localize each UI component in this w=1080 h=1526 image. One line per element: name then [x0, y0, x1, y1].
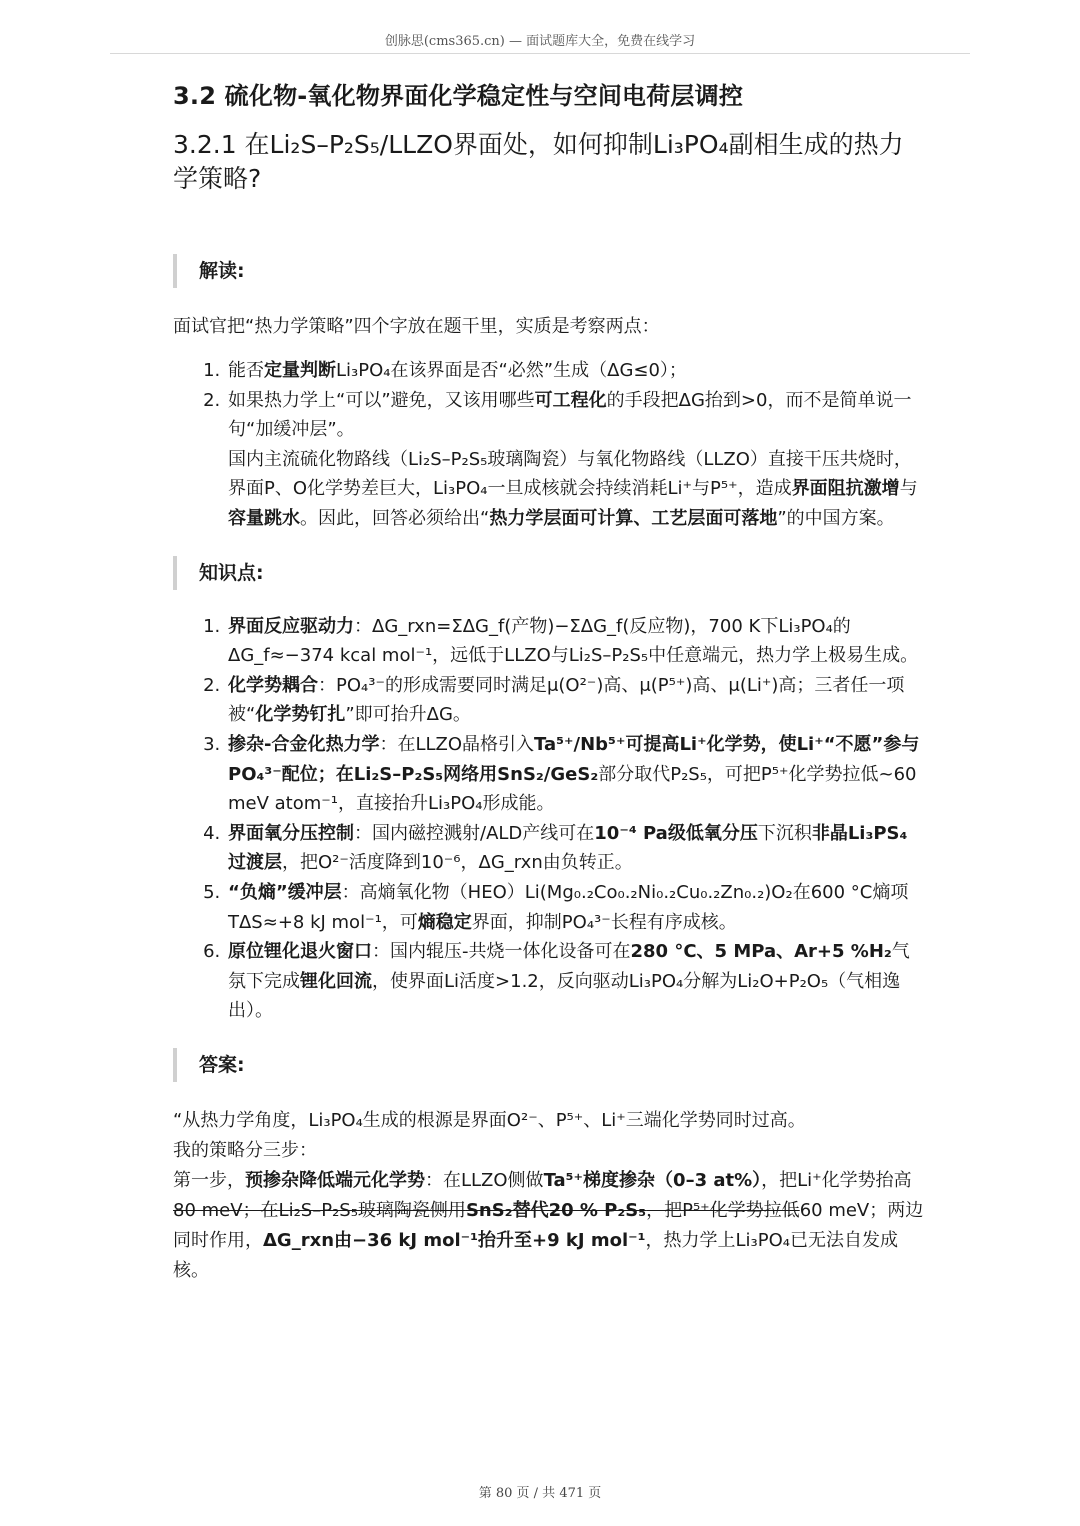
strikethrough-text: 80 meV；在Li₂S–P₂S₅玻璃陶瓷侧用SnS₂替代20 % P₂S₅，把P⁵⁺化学势拉低 — [173, 1199, 800, 1221]
knowledge-list — [173, 612, 925, 1026]
answer-line-1: “从热力学角度，Li₃PO₄生成的根源是界面O²⁻、P⁵⁺、Li⁺三端化学势同时过高。 — [173, 1109, 806, 1131]
interpret-list — [173, 356, 925, 534]
question-title: 3.2.1 在Li₂S–P₂S₅/LLZO界面处，如何抑制Li₃PO₄副相生成的热力学策略? — [173, 130, 904, 193]
section-title: 3.2 硫化物-氧化物界面化学稳定性与空间电荷层调控 — [173, 82, 744, 110]
interpret-heading: 解读: — [173, 254, 925, 288]
list-item: 3. 掺杂-合金化热力学：在LLZO晶格引入Ta⁵⁺/Nb⁵⁺可提高Li⁺化学势，使Li⁺“不愿”参与PO₄³⁻配位；在Li₂S–P₂S₅网络用SnS₂/GeS₂部分取代P₂S₅，可把P⁵⁺化学势拉低~60 meV atom⁻¹，直接抬升Li₃PO₄形成能。 — [226, 730, 925, 819]
page-header: 创脉思(cms365.cn) — 面试题库大全，免费在线学习 — [384, 34, 696, 49]
list-item: 1. 能否定量判断Li₃PO₄在该界面是否“必然”生成（ΔG≤0）； — [226, 356, 925, 386]
interpret-context: 国内主流硫化物路线（Li₂S–P₂S₅玻璃陶瓷）与氧化物路线（LLZO）直接干压共烧时，界面P、O化学势差巨大，Li₃PO₄一旦成核就会持续消耗Li⁺与P⁵⁺，造成界面阻抗激增与容量跳水。因此，回答必须给出“热力学层面可计算、工艺层面可落地”的中国方案。 — [228, 448, 918, 529]
list-item: 1. 界面反应驱动力：ΔG_rxn=ΣΔG_f(产物)−ΣΔG_f(反应物)，700 K下Li₃PO₄的ΔG_f≈−374 kcal mol⁻¹，远低于LLZO与Li₂S–P₂S₅中任意端元，热力学上极易生成。 — [226, 612, 925, 671]
list-item: 5. “负熵”缓冲层：高熵氧化物（HEO）Li(Mg₀.₂Co₀.₂Ni₀.₂Cu₀.₂Zn₀.₂)O₂在600 °C熵项TΔS≈+8 kJ mol⁻¹，可熵稳定界面，抑制PO₄³⁻长程有序成核。 — [226, 878, 925, 937]
page-footer: 第 80 页 / 共 471 页 — [478, 1486, 602, 1501]
list-item: 6. 原位锂化退火窗口：国内辊压-共烧一体化设备可在280 °C、5 MPa、Ar+5 %H₂气氛下完成锂化回流，使界面Li活度>1.2，反向驱动Li₃PO₄分解为Li₂O+P₂O₅（气相逸出）。 — [226, 937, 925, 1026]
list-item: 2. 化学势耦合：PO₄³⁻的形成需要同时满足μ(O²⁻)高、μ(P⁵⁺)高、μ(Li⁺)高；三者任一项被“化学势钉扎”即可抬升ΔG。 — [226, 671, 925, 730]
list-item: 2. 如果热力学上“可以”避免，又该用哪些可工程化的手段把ΔG抬到>0，而不是简单说一句“加缓冲层”。 国内主流硫化物路线（Li₂S–P₂S₅玻璃陶瓷）与氧化物路线（LLZO）直接干压共烧时，界面P、O化学势差巨大，Li₃PO₄一旦成核就会持续消耗Li⁺与P⁵⁺，造成界面阻抗激增与容量跳水。因此，回答必须给出“热力学层面可计算、工艺层面可落地”的中国方案。 — [226, 386, 925, 534]
knowledge-heading: 知识点: — [173, 556, 925, 590]
interpret-intro: 面试官把“热力学策略”四个字放在题干里，实质是考察两点： — [173, 316, 660, 337]
answer-line-2: 我的策略分三步： — [173, 1139, 317, 1161]
answer-heading: 答案: — [173, 1048, 925, 1082]
header-divider — [110, 53, 970, 54]
answer-step-1: 第一步，预掺杂降低端元化学势：在LLZO侧做Ta⁵⁺梯度掺杂（0–3 at%），把Li⁺化学势抬高80 meV；在Li₂S–P₂S₅玻璃陶瓷侧用SnS₂替代20 % P₂S₅，把P⁵⁺化学势拉低60 meV；两边同时作用，ΔG_rxn由−36 kJ mol⁻¹抬升至+9 kJ mol⁻¹，热力学上Li₃PO₄已无法自发成核。 — [173, 1169, 924, 1281]
page-content — [173, 76, 925, 1286]
list-item: 4. 界面氧分压控制：国内磁控溅射/ALD产线可在10⁻⁴ Pa级低氧分压下沉积非晶Li₃PS₄过渡层，把O²⁻活度降到10⁻⁶，ΔG_rxn由负转正。 — [226, 819, 925, 878]
